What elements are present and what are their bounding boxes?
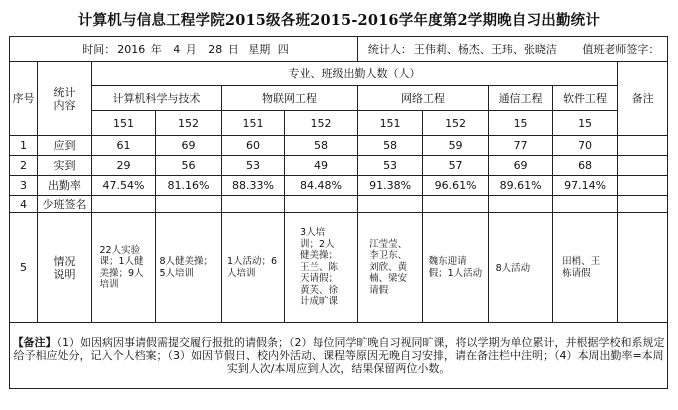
- row-value: 61: [92, 136, 156, 156]
- signature-cell: [423, 196, 489, 213]
- situation-note: 3人培训；2人健美操；王兰、陈天请假；黄芙、徐计成旷课: [300, 227, 339, 308]
- major-header: 计算机科学与技术: [92, 86, 222, 111]
- row-value: 58: [285, 136, 358, 156]
- header-row-group: [10, 62, 668, 86]
- row-value: 88.33%: [222, 176, 285, 196]
- row-remark: [618, 213, 668, 323]
- situation-note: 8人健美操；5人培训: [159, 256, 214, 279]
- year-unit: 年: [150, 42, 162, 56]
- row-value: 77: [489, 136, 553, 156]
- page-title: 计算机与信息工程学院2015级各班2015-2016学年度第2学期晚自习出勤统计: [77, 12, 601, 29]
- counter-label: 统计人：: [367, 42, 412, 56]
- seq-header: 序号: [10, 62, 38, 136]
- year-value: 2016: [117, 42, 146, 56]
- day-unit: 日: [227, 42, 239, 56]
- table-row: [10, 176, 668, 196]
- row-value: 70: [553, 136, 618, 156]
- major-header: 网络工程: [358, 86, 489, 111]
- class-header: 151: [358, 111, 423, 136]
- situation-cell: [156, 213, 222, 323]
- row-value: 84.48%: [285, 176, 358, 196]
- class-header: 15: [553, 111, 618, 136]
- row-remark: [618, 196, 668, 213]
- row-value: 96.61%: [423, 176, 489, 196]
- situation-label-text: 情况说明: [53, 254, 76, 281]
- content-header: [38, 62, 92, 136]
- class-header: 152: [423, 111, 489, 136]
- weekday-label: 星期: [248, 42, 271, 56]
- table-row: [10, 156, 668, 176]
- group-header: 专业、班级出勤人数（人）: [92, 62, 618, 86]
- major-header: 软件工程: [553, 86, 618, 111]
- day-value: 28: [208, 42, 223, 56]
- signature-cell: [553, 196, 618, 213]
- class-header: 15: [489, 111, 553, 136]
- counter-names: 王伟莉、杨杰、王玮、张晓洁: [413, 42, 557, 56]
- signature-cell: [489, 196, 553, 213]
- signature-cell: [156, 196, 222, 213]
- row-seq: 4: [10, 196, 38, 213]
- header-row-majors: [10, 86, 668, 111]
- major-header: 物联网工程: [222, 86, 358, 111]
- row-value: 60: [222, 136, 285, 156]
- signature-cell: [92, 196, 156, 213]
- row-label: 出勤率: [38, 176, 92, 196]
- row-seq: 2: [10, 156, 38, 176]
- row-remark: [618, 156, 668, 176]
- row-label: 应到: [38, 136, 92, 156]
- content-header-text: 统计内容: [53, 85, 76, 112]
- class-header: 151: [222, 111, 285, 136]
- signature-cell: [285, 196, 358, 213]
- class-header: 152: [156, 111, 222, 136]
- row-value: 53: [222, 156, 285, 176]
- row-value: 97.14%: [553, 176, 618, 196]
- row-value: 68: [553, 156, 618, 176]
- row-value: 59: [423, 136, 489, 156]
- situation-note: 江莹莹、李卫东、刘欣、黄楠、梁安请假: [369, 238, 408, 296]
- situation-cell: [423, 213, 489, 323]
- header-row-classes: [10, 111, 668, 136]
- situation-cell: [92, 213, 156, 323]
- row-seq: 5: [10, 213, 38, 323]
- remark-header: [618, 62, 668, 136]
- row-remark: [618, 136, 668, 156]
- notes-cell: [10, 323, 668, 389]
- row-value: 56: [156, 156, 222, 176]
- situation-cell: [489, 213, 553, 323]
- situation-cell: [285, 213, 358, 323]
- row-value: 58: [358, 136, 423, 156]
- row-value: 53: [358, 156, 423, 176]
- situation-cell: [553, 213, 618, 323]
- notes-lead: 【备注】: [12, 336, 57, 349]
- month-value: 4: [173, 42, 181, 56]
- notes-text: （1）如因病因事请假需提交履行报批的请假条；（2）每位同学旷晚自习视同旷课，将以学期为单位累计，并根据学校和系规定给予相应处分，记入个人档案；（3）如因节假日、校内外活动、课程等原因无晚自习安排，请在备注栏中注明；（4）本周出勤率=本周实到人次/本周应到人次，结果保留两位小数。: [13, 336, 665, 375]
- situation-row: [10, 213, 668, 323]
- row-value: 91.38%: [358, 176, 423, 196]
- signature-cell: [358, 196, 423, 213]
- weekday-value: 四: [277, 42, 289, 56]
- situation-note: 魏东迎请假；1人活动: [428, 256, 483, 279]
- teacher-sign-label: 值班老师签字：: [582, 42, 660, 56]
- row-value: 69: [489, 156, 553, 176]
- info-row: [10, 37, 668, 62]
- row-seq: 3: [10, 176, 38, 196]
- month-unit: 月: [185, 42, 197, 56]
- situation-note: 8人活动: [495, 262, 531, 274]
- table-row: [10, 136, 668, 156]
- situation-note: 1人活动；6人培训: [227, 256, 278, 279]
- table-row: [10, 196, 668, 213]
- situation-note: 田梢、王栋请假: [562, 256, 601, 279]
- row-value: 89.61%: [489, 176, 553, 196]
- row-value: 69: [156, 136, 222, 156]
- attendance-table: [9, 36, 668, 389]
- remark-header-text: 备注: [631, 92, 654, 105]
- row-label: 少班签名: [38, 196, 92, 213]
- row-value: 81.16%: [156, 176, 222, 196]
- situation-cell: [358, 213, 423, 323]
- row-value: 57: [423, 156, 489, 176]
- class-header: 151: [92, 111, 156, 136]
- situation-label: [38, 213, 92, 323]
- situation-cell: [222, 213, 285, 323]
- class-header: 152: [285, 111, 358, 136]
- row-label: 实到: [38, 156, 92, 176]
- signature-cell: [222, 196, 285, 213]
- major-header: 通信工程: [489, 86, 553, 111]
- time-label: 时间：: [82, 42, 116, 56]
- counter-cell: [358, 37, 668, 62]
- situation-note: 22人实验课；1人健美操；9人培训: [99, 244, 144, 290]
- row-value: 49: [285, 156, 358, 176]
- row-value: 29: [92, 156, 156, 176]
- notes-row: [10, 323, 668, 389]
- date-cell: [10, 37, 358, 62]
- row-value: 47.54%: [92, 176, 156, 196]
- row-remark: [618, 176, 668, 196]
- row-seq: 1: [10, 136, 38, 156]
